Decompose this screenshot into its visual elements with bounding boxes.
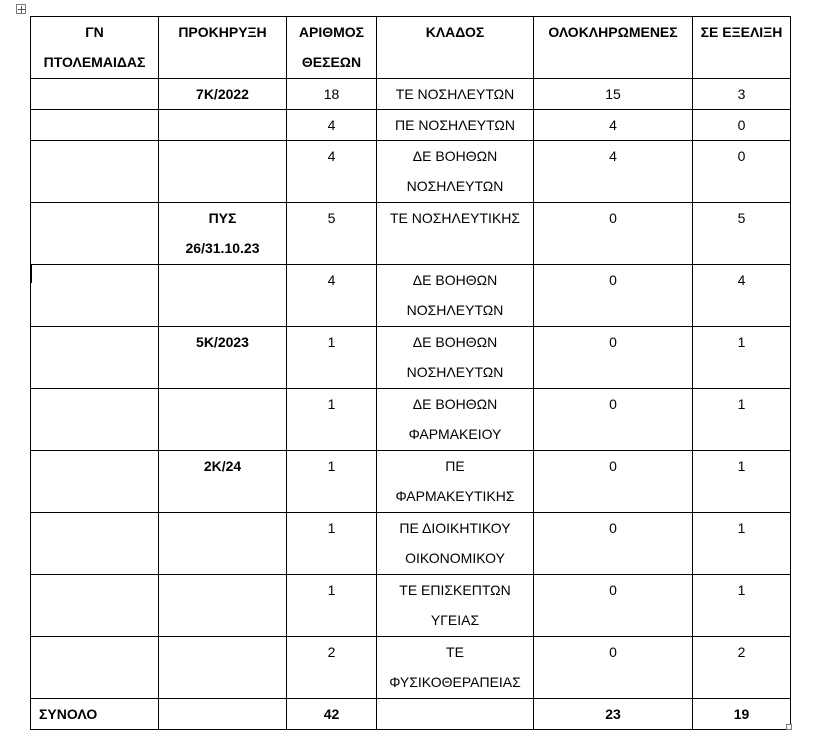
table-move-handle-icon[interactable] [16, 4, 26, 14]
cell-branch [377, 637, 534, 699]
branch-line1: ΔΕ ΒΟΗΘΩΝ [412, 334, 498, 350]
cell-positions: 4 [287, 265, 377, 327]
cell-positions: 4 [287, 141, 377, 203]
cell-completed: 15 [534, 79, 693, 110]
header-positions [287, 17, 377, 79]
table-row [31, 141, 791, 203]
table-row [31, 637, 791, 699]
header-branch: ΚΛΑΔΟΣ [377, 17, 534, 79]
cell-branch [377, 203, 534, 265]
positions-table [30, 16, 791, 730]
cell-completed: 0 [534, 575, 693, 637]
cell-in-progress: 5 [693, 203, 791, 265]
branch-line2: ΦΥΣΙΚΟΘΕΡΑΠΕΙΑΣ [389, 674, 521, 690]
totals-positions: 42 [287, 699, 377, 730]
branch-line1: ΤΕ [446, 644, 464, 660]
announcement-line1: 7Κ/2022 [196, 86, 249, 102]
cell-hospital [31, 637, 159, 699]
cell-in-progress: 2 [693, 637, 791, 699]
cell-hospital [31, 327, 159, 389]
cell-positions: 2 [287, 637, 377, 699]
cell-positions: 1 [287, 575, 377, 637]
cell-in-progress: 1 [693, 451, 791, 513]
announcement-line2: 26/31.10.23 [185, 240, 260, 256]
cell-announcement [159, 513, 287, 575]
text-cursor [30, 264, 32, 283]
branch-line2: ΝΟΣΗΛΕΥΤΩΝ [406, 364, 504, 380]
cell-branch [377, 327, 534, 389]
cell-branch [377, 79, 534, 110]
branch-line1: ΠΕ ΝΟΣΗΛΕΥΤΩΝ [394, 117, 515, 133]
cell-hospital [31, 265, 159, 327]
cell-completed: 0 [534, 265, 693, 327]
cell-positions: 1 [287, 451, 377, 513]
table-row [31, 327, 791, 389]
branch-line2: ΦΑΡΜΑΚΕΥΤΙΚΗΣ [395, 488, 515, 504]
branch-line1: ΤΕ ΕΠΙΣΚΕΠΤΩΝ [399, 582, 511, 598]
announcement-line1: 5Κ/2023 [196, 334, 249, 350]
cell-in-progress: 1 [693, 575, 791, 637]
cell-completed: 0 [534, 513, 693, 575]
header-row [31, 17, 791, 79]
branch-line2: ΥΓΕΙΑΣ [430, 612, 480, 628]
announcement-line1: 2Κ/24 [203, 458, 242, 474]
cell-announcement [159, 575, 287, 637]
header-hospital-line2: ΠΤΟΛΕΜΑΙΔΑΣ [43, 54, 146, 70]
table-resize-handle-icon[interactable] [786, 724, 792, 730]
cell-branch [377, 141, 534, 203]
cell-branch [377, 451, 534, 513]
cell-completed: 0 [534, 327, 693, 389]
branch-line2: ΝΟΣΗΛΕΥΤΩΝ [406, 178, 504, 194]
cell-hospital [31, 110, 159, 141]
cell-in-progress: 1 [693, 389, 791, 451]
cell-in-progress: 0 [693, 141, 791, 203]
cell-announcement [159, 203, 287, 265]
cell-announcement [159, 141, 287, 203]
totals-label: ΣΥΝΟΛΟ [31, 699, 159, 730]
table-row [31, 513, 791, 575]
cell-in-progress: 4 [693, 265, 791, 327]
announcement-line1: ΠΥΣ [208, 210, 237, 226]
cell-announcement [159, 451, 287, 513]
branch-line2: ΝΟΣΗΛΕΥΤΩΝ [406, 302, 504, 318]
branch-line1: ΤΕ ΝΟΣΗΛΕΥΤΩΝ [395, 86, 515, 102]
header-completed: ΟΛΟΚΛΗΡΩΜΕΝΕΣ [534, 17, 693, 79]
branch-line2: ΦΑΡΜΑΚΕΙΟΥ [408, 426, 502, 442]
table-row [31, 575, 791, 637]
cell-completed: 0 [534, 451, 693, 513]
totals-empty-branch [377, 699, 534, 730]
cell-branch [377, 513, 534, 575]
cell-announcement [159, 637, 287, 699]
cell-hospital [31, 575, 159, 637]
cell-in-progress: 1 [693, 513, 791, 575]
cell-positions: 1 [287, 327, 377, 389]
cell-branch [377, 265, 534, 327]
branch-line1: ΤΕ ΝΟΣΗΛΕΥΤΙΚΗΣ [389, 210, 521, 226]
cell-in-progress: 3 [693, 79, 791, 110]
branch-line1: ΔΕ ΒΟΗΘΩΝ [412, 396, 498, 412]
cell-branch [377, 110, 534, 141]
cell-completed: 4 [534, 141, 693, 203]
cell-completed: 0 [534, 389, 693, 451]
totals-in-progress: 19 [693, 699, 791, 730]
cell-announcement [159, 327, 287, 389]
header-positions-line2: ΘΕΣΕΩΝ [301, 54, 362, 70]
totals-row [31, 699, 791, 730]
cell-hospital [31, 513, 159, 575]
cell-announcement [159, 79, 287, 110]
cell-hospital [31, 203, 159, 265]
branch-line2: ΟΙΚΟΝΟΜΙΚΟΥ [405, 550, 505, 566]
cell-positions: 5 [287, 203, 377, 265]
table-row [31, 110, 791, 141]
table-row [31, 451, 791, 513]
cell-hospital [31, 141, 159, 203]
cell-in-progress: 0 [693, 110, 791, 141]
table-row [31, 203, 791, 265]
cell-hospital [31, 451, 159, 513]
branch-line1: ΔΕ ΒΟΗΘΩΝ [412, 272, 498, 288]
cell-positions: 18 [287, 79, 377, 110]
header-hospital [31, 17, 159, 79]
cell-completed: 0 [534, 203, 693, 265]
cell-announcement [159, 110, 287, 141]
cell-in-progress: 1 [693, 327, 791, 389]
cell-branch [377, 389, 534, 451]
cell-completed: 0 [534, 637, 693, 699]
cell-announcement [159, 265, 287, 327]
header-positions-line1: ΑΡΙΘΜΟΣ [298, 24, 365, 40]
cell-completed: 4 [534, 110, 693, 141]
cell-branch [377, 575, 534, 637]
cell-positions: 1 [287, 513, 377, 575]
cell-announcement [159, 389, 287, 451]
header-hospital-line1: ΓΝ [85, 24, 104, 40]
header-in-progress: ΣΕ ΕΞΕΛΙΞΗ [693, 17, 791, 79]
cell-positions: 1 [287, 389, 377, 451]
header-announcement: ΠΡΟΚΗΡΥΞΗ [159, 17, 287, 79]
table-body [31, 79, 791, 699]
branch-line1: ΠΕ [445, 458, 465, 474]
table-row [31, 79, 791, 110]
cell-positions: 4 [287, 110, 377, 141]
cell-hospital [31, 389, 159, 451]
branch-line1: ΠΕ ΔΙΟΙΚΗΤΙΚΟΥ [399, 520, 511, 536]
cell-hospital [31, 79, 159, 110]
table-row [31, 389, 791, 451]
table-row [31, 265, 791, 327]
branch-line1: ΔΕ ΒΟΗΘΩΝ [412, 148, 498, 164]
totals-empty-announcement [159, 699, 287, 730]
totals-completed: 23 [534, 699, 693, 730]
